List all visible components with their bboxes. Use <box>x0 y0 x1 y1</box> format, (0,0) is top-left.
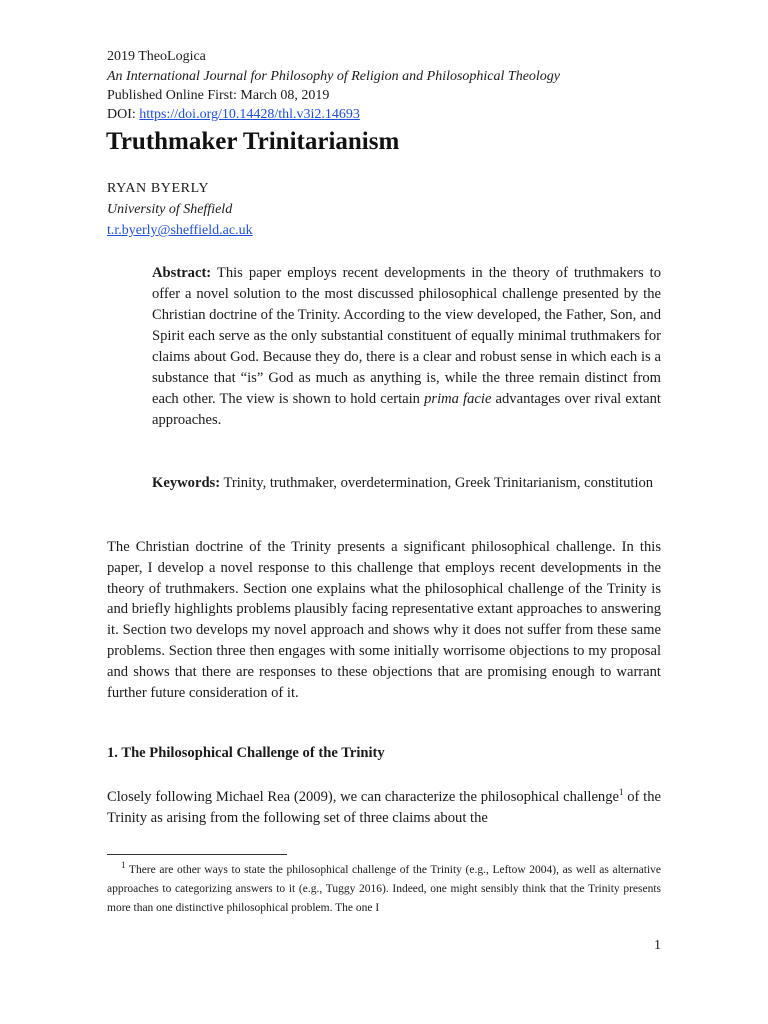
paper-title: Truthmaker Trinitarianism <box>106 128 400 155</box>
doi-label: DOI: <box>107 107 140 122</box>
page-number: 1 <box>654 938 661 953</box>
author-name: RYAN BYERLY <box>107 181 210 196</box>
footnote-mark: 1 <box>121 860 126 871</box>
publication-date: Published Online First: March 08, 2019 <box>107 88 330 103</box>
section-paragraph <box>107 787 661 829</box>
abstract-italic: prima facie <box>424 391 492 407</box>
author-email <box>107 223 253 239</box>
author-affiliation: University of Sheffield <box>107 202 233 217</box>
keywords-text: Trinity, truthmaker, overdetermination, Greek Trinitarianism, constitution <box>220 475 654 491</box>
footnote <box>107 861 661 918</box>
section-text: Closely following Michael Rea (2009), we can characterize the philosophical challenge <box>107 789 619 805</box>
abstract <box>152 263 661 431</box>
email-link[interactable]: t.r.byerly@sheffield.ac.uk <box>107 223 253 238</box>
section-text-end: of the Trinity as arising from the following set of three claims about the <box>107 789 661 826</box>
section-heading: 1. The Philosophical Challenge of the Trinity <box>107 745 385 761</box>
abstract-text: This paper employs recent developments in the theory of truthmakers to offer a novel solution to the most discussed philosophical challenge presented by the Christian doctrine of the Trinity. According to the view developed, the Father, Son, and Spirit each serve as the only substantial constituent of equally minimal truthmakers for claims about God. Because they do, there is a clear and robust sense in which each is a substance that “is” God as much as anything is, while the three remain distinct from each other. The view is shown to hold certain <box>152 265 661 407</box>
footnote-ref[interactable]: 1 <box>619 787 624 798</box>
doi-link[interactable]: https://doi.org/10.14428/thl.v3i2.14693 <box>139 107 360 122</box>
intro-paragraph: The Christian doctrine of the Trinity presents a significant philosophical challenge. In this paper, I develop a novel response to this challenge that employs recent developments in the theory of truthmakers. Section one explains what the philosophical challenge of the Trinity is and briefly highlights problems plausibly facing representative extant approaches to answering it. Section two develops my novel approach and shows why it does not suffer from these same problems. Section three then engages with some initially worrisome objections to my proposal and shows that there are responses to these objections that are promising enough to warrant further future consideration of it. <box>107 539 661 701</box>
keywords-label: Keywords: <box>152 475 221 491</box>
doi-line <box>107 105 360 124</box>
abstract-text-end: advantages over rival extant approaches. <box>152 391 661 428</box>
footnote-text: There are other ways to state the philosophical challenge of the Trinity (e.g., Leftow 2004), as well as alternative approaches to categorizing answers to it (e.g., Tuggy 2016). Indeed, one might sensibly think that the Trinity presents more than one distinctive philosophical problem. The one I <box>107 864 661 914</box>
journal-line: 2019 TheoLogica <box>107 49 206 64</box>
journal-subtitle: An International Journal for Philosophy of Religion and Philosophical Theology <box>107 69 561 84</box>
footnote-divider <box>107 854 287 855</box>
keywords <box>152 473 661 494</box>
abstract-label: Abstract: <box>152 265 212 281</box>
